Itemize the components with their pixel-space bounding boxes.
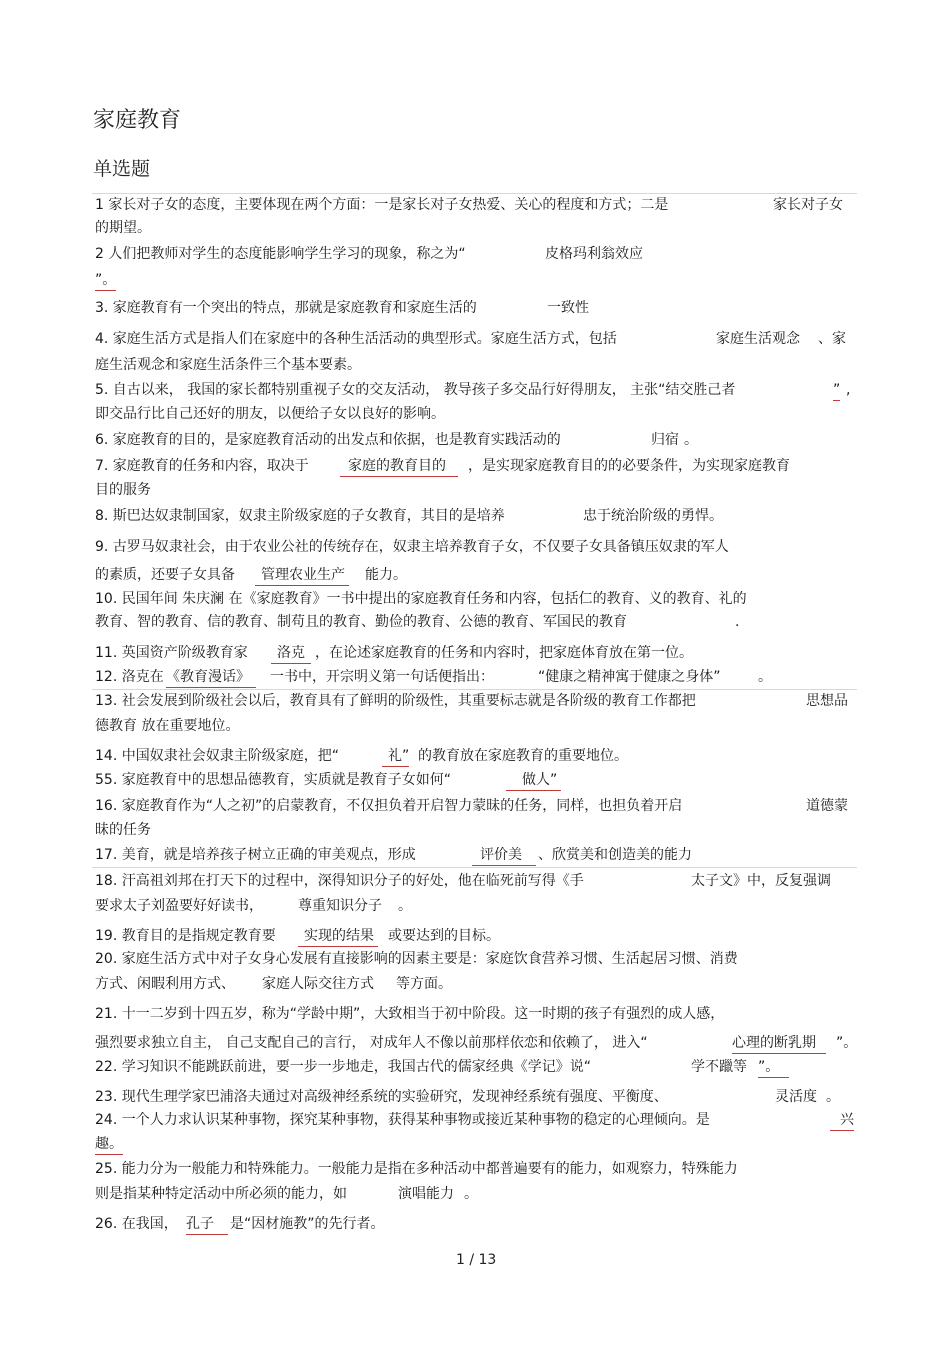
question-5-tail: , [846,382,851,398]
answer-6: 归宿 [651,432,679,448]
question-10-tail: . [735,614,740,630]
question-21-line-1: 21. 十一二岁到十四五岁，称为“学龄中期”，大致相当于初中阶段。这一时期的孩子有强烈的成人感， [95,1006,725,1022]
answer-23: 灵活度 [775,1089,817,1105]
question-10-line-1: 10. 民国年间 朱庆澜 在《家庭教育》一书中提出的家庭教育任务和内容，包括仁的教育、义的教育、礼的 [95,591,747,607]
question-11-tail: ，在论述家庭教育的任务和内容时，把家庭体育放在第一位。 [315,645,693,661]
question-5-line-1: 5. 自古以来， 我国的家长都特别重视子女的交友活动， 教导孩子多交品行好得朋友， 主张“结交胜己者 [95,382,736,398]
answer-22: 学不躐等 [691,1059,747,1075]
question-9-line-1: 9. 古罗马奴隶社会，由于农业公社的传统存在，奴隶主培养教育子女，不仅要子女具备镇压奴隶的军人 [95,539,729,555]
question-8: 8. 斯巴达奴隶制国家，奴隶主阶级家庭的子女教育，其目的是培养 [95,508,505,524]
question-19-tail: 或要达到的目标。 [388,928,500,944]
answer-underline: ”。 [95,270,116,291]
question-11: 11. 英国资产阶级教育家 [95,645,248,661]
question-7-tail: ，是实现家庭教育目的的必要条件，为实现家庭教育 [468,458,790,474]
question-25-tail: 。 [464,1186,478,1202]
question-9-tail: 能力。 [365,567,407,583]
question-6-tail: 。 [684,432,698,448]
answer-8: 忠于统治阶级的勇悍。 [583,508,723,524]
answer-11: 洛克 [271,643,311,664]
answer-7: 家庭的教育目的 [340,456,458,477]
question-14: 14. 中国奴隶社会奴隶主阶级家庭，把“ [95,748,339,764]
question-18-line-1: 18. 汗高祖刘邦在打天下的过程中，深得知识分子的好处，他在临死前写得《手 [95,873,584,889]
question-24-line-2: 趣。 [95,1134,123,1155]
answer-18: 太子文》中，反复强调 [691,873,831,889]
question-12: 12. 洛克在 [95,669,164,685]
answer-55: 做人” [506,770,561,791]
divider [92,689,857,690]
question-9-line-2: 的素质，还要子女具备 [95,567,235,583]
answer-5: ” [833,380,840,401]
answer-20: 家庭人际交往方式 [262,976,374,992]
question-26-tail: 是“因材施教”的先行者。 [230,1216,385,1232]
answer-16: 道德蒙 [806,798,848,814]
question-25-line-1: 25. 能力分为一般能力和特殊能力。一般能力是指在多种活动中都普遍要有的能力，如观察力，特殊能力 [95,1161,738,1177]
question-16-line-1: 16. 家庭教育作为“人之初”的启蒙教育，不仅担负着开启智力蒙昧的任务，同样，也担负着开启 [95,798,683,814]
question-20-line-2: 方式、闲暇利用方式、 [95,976,235,992]
question-7-line-1: 7. 家庭教育的任务和内容，取决于 [95,458,309,474]
answer-26: 孔子 [186,1214,228,1235]
question-5-line-2: 即交品行比自己还好的朋友，以便给子女以良好的影响。 [95,406,445,422]
question-2-line-1: 2 人们把教师对学生的态度能影响学生学习的现象，称之为“ [95,246,466,262]
question-23-tail: 。 [826,1089,840,1105]
question-3: 3. 家庭教育有一个突出的特点，那就是家庭教育和家庭生活的 [95,300,477,316]
divider [92,867,857,868]
answer-19: 实现的结果 [298,926,378,947]
question-26: 26. 在我国， [95,1216,178,1232]
question-17: 17. 美育，就是培养孩子树立正确的审美观点，形成 [95,847,416,863]
answer-21: 心理的断乳期 [732,1033,826,1054]
answer-4: 家庭生活观念 [716,331,800,347]
question-4-line-2: 庭生活观念和家庭生活条件三个基本要素。 [95,357,361,373]
answer-12: 《教育漫话》 [166,667,256,688]
question-20-tail: 等方面。 [396,976,452,992]
question-4-line-1: 4. 家庭生活方式是指人们在家庭中的各种生活活动的典型形式。家庭生活方式，包括 [95,331,617,347]
answer-25: 演唱能力 [398,1186,454,1202]
question-24-line-1: 24. 一个人力求认识某种事物，探究某种事物，获得某种事物或接近某种事物的稳定的心理倾向。是 [95,1112,710,1128]
question-23: 23. 现代生理学家巴浦洛夫通过对高级神经系统的实验研究，发现神经系统有强度、平衡度、 [95,1089,668,1105]
question-12-mid: 一书中，开宗明义第一句话便指出： [270,669,494,685]
question-55: 55. 家庭教育中的思想品德教育，实质就是教育子女如何“ [95,772,451,788]
question-1-line-2: 的期望。 [95,220,151,236]
question-17-tail: 、欣赏美和创造美的能力 [538,847,692,863]
divider [92,193,857,194]
section-heading: 单选题 [93,158,151,180]
question-13-line-2: 德教育 放在重要地位。 [95,718,240,734]
question-4-tail: 、家 [818,331,846,347]
question-21-line-2: 强烈要求独立自主， 自己支配自己的言行， 对成年人不像以前那样依恋和依赖了， 进入“ [95,1035,648,1051]
answer-17: 评价美 [472,845,536,866]
question-14-tail: 的教育放在家庭教育的重要地位。 [418,748,628,764]
question-1-line-1: 1 家长对子女的态度，主要体现在两个方面：一是家长对子女热爱、关心的程度和方式；二是 [95,197,669,213]
question-16-line-2: 昧的任务 [95,822,151,838]
question-6: 6. 家庭教育的目的，是家庭教育活动的出发点和依据，也是教育实践活动的 [95,432,561,448]
answer-9: 管理农业生产 [255,565,349,586]
answer-13: 思想品 [806,693,848,709]
question-20-line-1: 20. 家庭生活方式中对子女身心发展有直接影响的因素主要是：家庭饮食营养习惯、生活起居习惯、消费 [95,951,738,967]
answer-18b: 尊重知识分子 [298,898,382,914]
answer-2: 皮格玛利翁效应 [545,246,643,262]
page-title: 家庭教育 [93,108,182,133]
answer-24: 兴 [830,1110,854,1131]
answer-14: 礼” [382,746,409,767]
question-13-line-1: 13. 社会发展到阶级社会以后，教育具有了鲜明的阶级性，其重要标志就是各阶级的教育工作都把 [95,693,696,709]
question-25-line-2: 则是指某种特定活动中所必须的能力，如 [95,1186,347,1202]
question-18-line-2: 要求太子刘盈要好好读书， [95,898,263,914]
question-19: 19. 教育目的是指规定教育要 [95,928,276,944]
question-10-line-2: 教育、智的教育、信的教育、制苟且的教育、勤俭的教育、公德的教育、军国民的教育 [95,614,627,630]
question-22: 22. 学习知识不能跳跃前进，要一步一步地走，我国古代的儒家经典《学记》说“ [95,1059,591,1075]
quote-12: “健康之精神寓于健康之身体” [538,669,721,685]
answer-1: 家长对子女 [773,197,843,213]
question-18-tail: 。 [398,898,412,914]
question-2-line-2 [95,270,116,291]
page-number: 1 / 13 [456,1252,497,1268]
question-21-tail: ”。 [836,1035,858,1051]
question-22-tail: ”。 [758,1057,789,1078]
question-12-tail: 。 [758,669,772,685]
answer-3: 一致性 [547,300,589,316]
question-7-line-2: 目的服务 [95,482,151,498]
